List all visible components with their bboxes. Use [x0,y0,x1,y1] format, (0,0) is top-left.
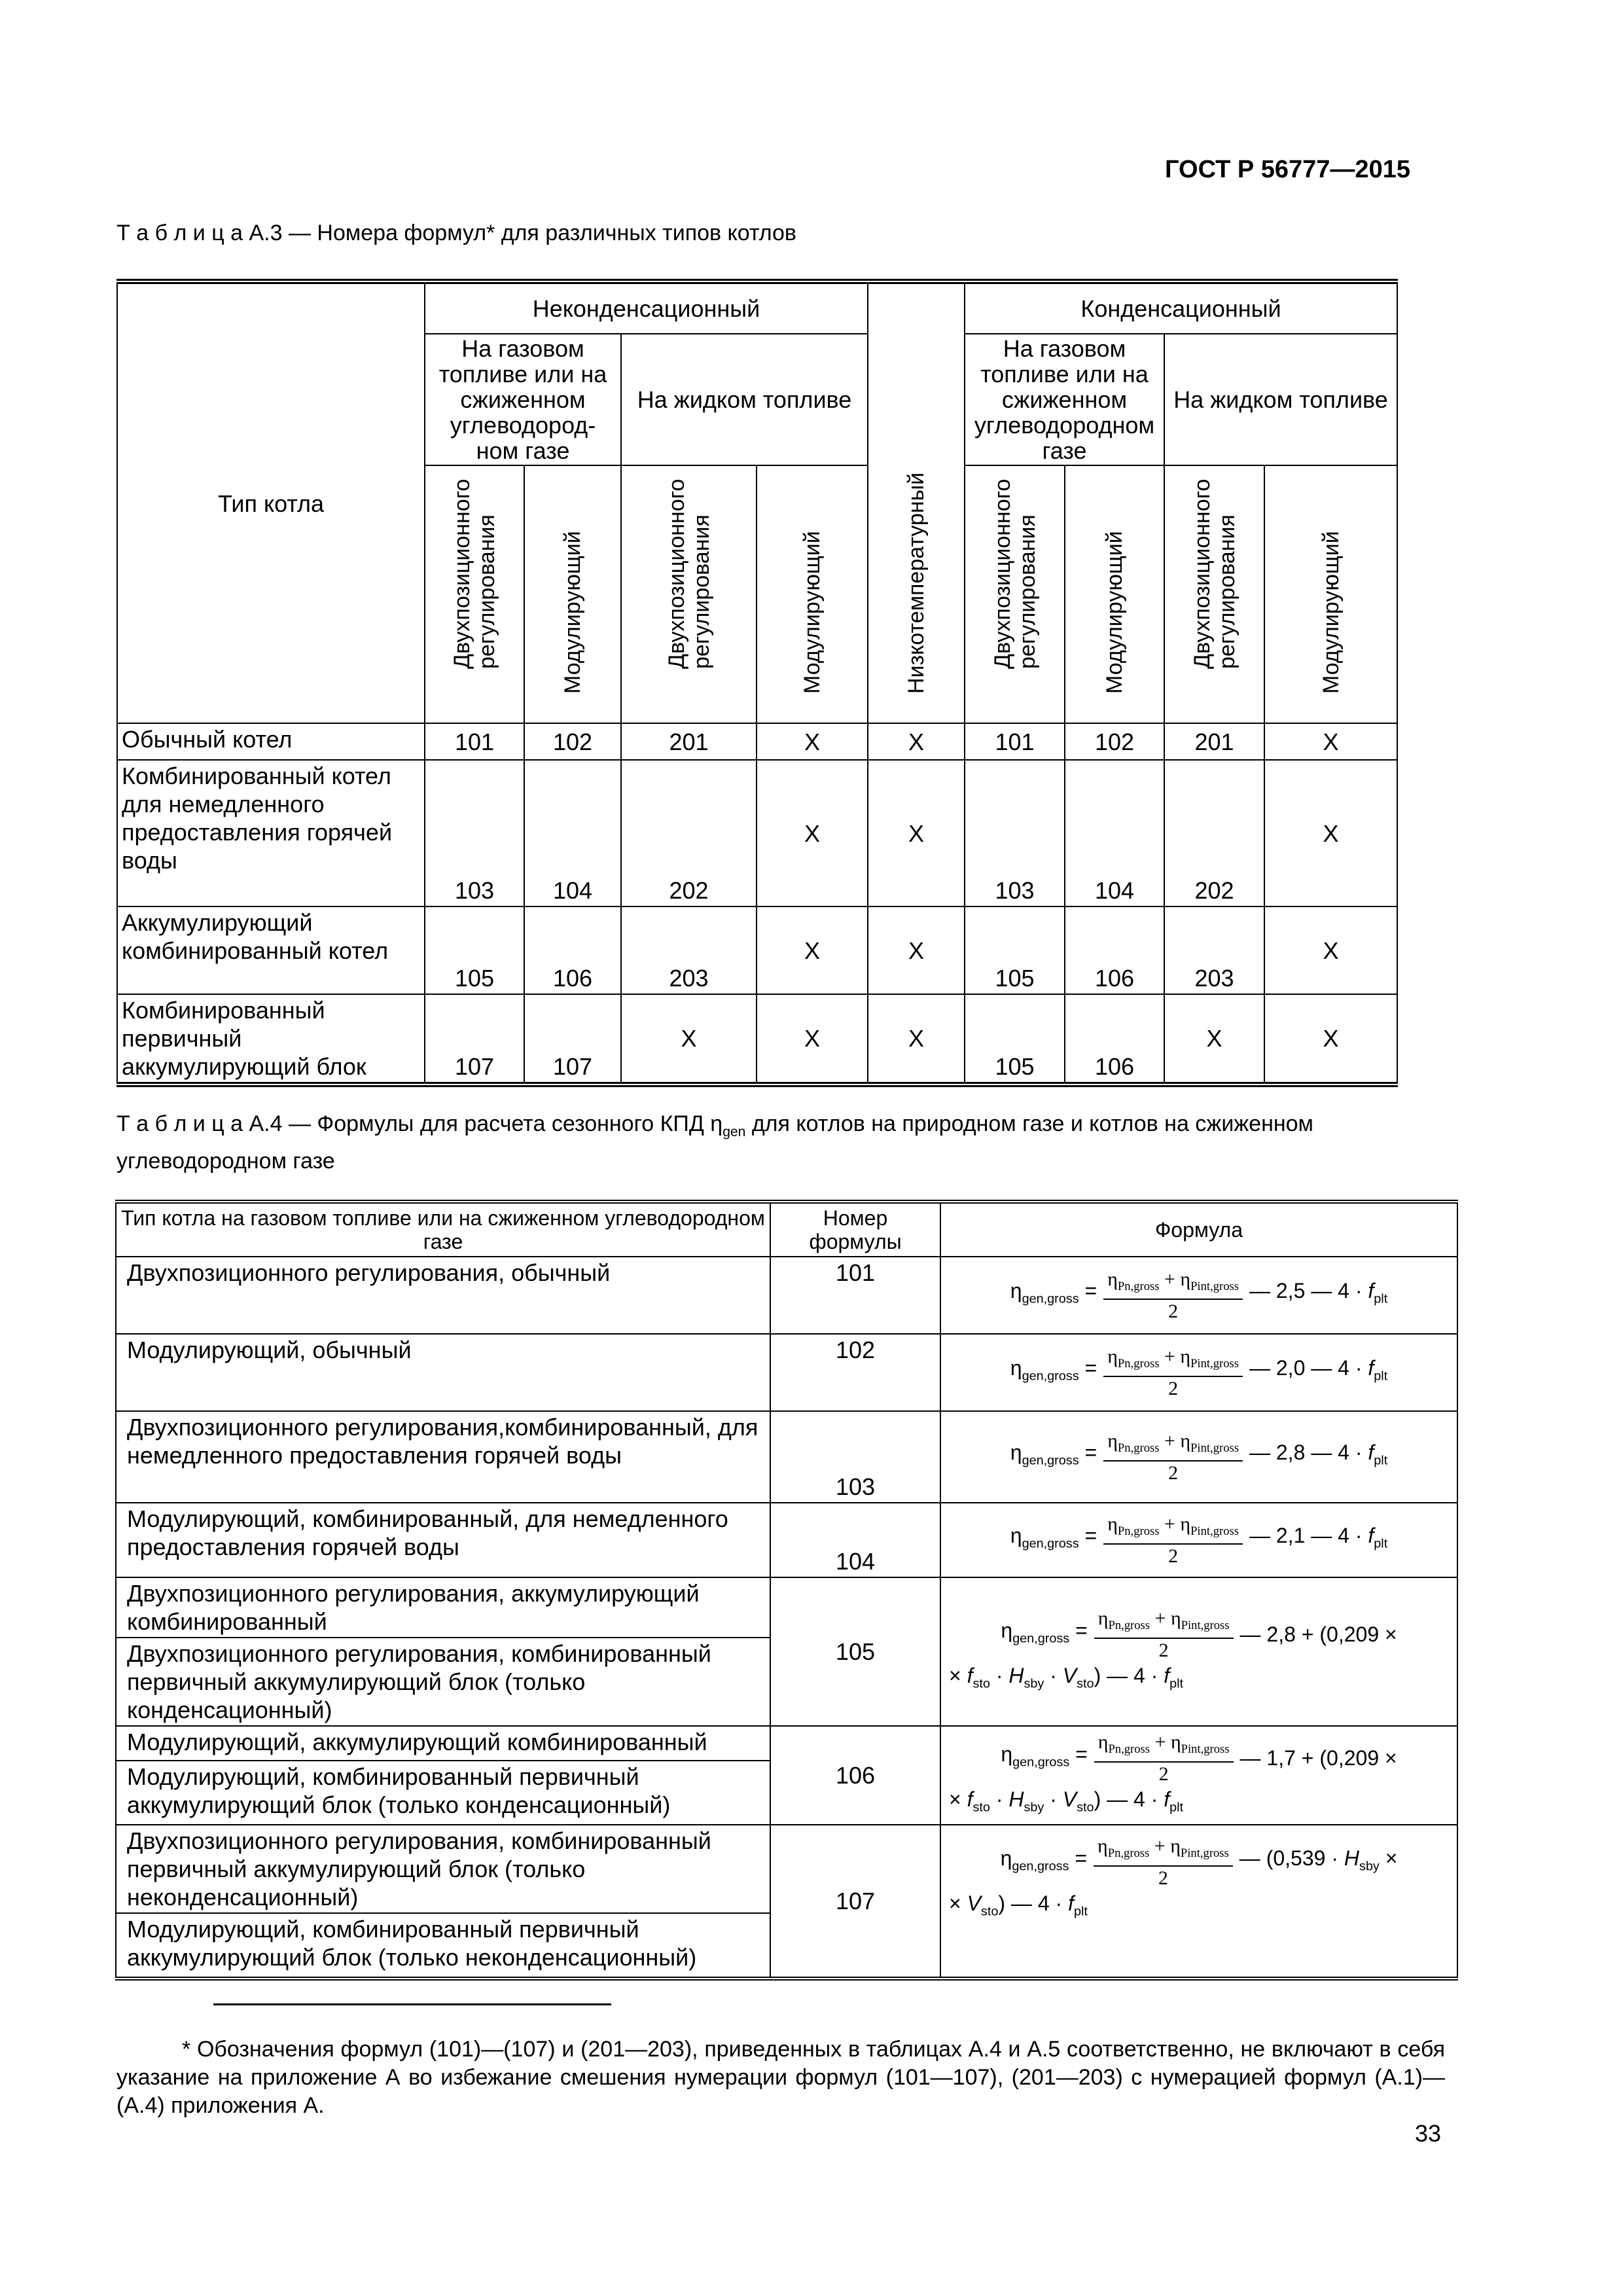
liquid-cond-header: На жидком топливе [1164,334,1397,465]
fraction: $\frac{\eta_{Pn,gross} + \eta_{Pint,gross}}{2}$ [1094,1835,1233,1890]
sub-header-cell [757,465,868,723]
sub-header-cell [621,465,757,723]
eta-lhs: $\eta_{gen,gross}$ = [1010,1356,1097,1384]
cell: X [621,994,757,1085]
modulating-label: Модулирующий [800,531,825,694]
boiler-type: Двухпозиционного регулирования,комбинированный, для немедленного предоставления горячей воды [116,1411,770,1503]
cell: 105 [965,906,1065,994]
cell: X [1264,760,1397,906]
eta-lhs: $\eta_{gen,gross}$ = [1010,1524,1097,1551]
cell: 107 [425,994,524,1085]
cell: 104 [1065,760,1164,906]
page-number: 33 [1415,2120,1442,2147]
row-name: Комбинированный котел для немедленного предоставления горячей воды [117,760,425,906]
table-a4-caption [116,1109,1445,1175]
gas-noncond-header: На газовом топливе или на сжиженном углеводород-ном газе [425,334,621,465]
fraction: $\frac{\eta_{Pn,gross} + \eta_{Pint,gross}}{2}$ [1103,1345,1243,1401]
noncond-header: Неконденсационный [425,281,868,334]
formula-cell [940,1411,1457,1503]
boiler-type: Модулирующий, аккумулирующий комбинированный [116,1726,770,1761]
formula-cell [940,1726,1457,1825]
cell: X [1264,994,1397,1085]
number-header: Номер формулы [770,1202,940,1257]
cell: X [757,994,868,1085]
formula [948,1268,1450,1323]
formula-cell [940,1257,1457,1334]
table-row [116,1257,1457,1334]
cell: 203 [1164,906,1264,994]
sub-header-cell [965,465,1065,723]
eta-lhs: $\eta_{gen,gross}$ = [1001,1742,1088,1770]
formula-tail: — 2,8 + (0,209 × [1240,1622,1397,1646]
cell: 103 [965,760,1065,906]
table-row [116,1503,1457,1577]
table-a3 [116,279,1398,1087]
liquid-noncond-header: На жидком топливе [621,334,868,465]
type-header: Тип котла на газовом топливе или на сжиженном углеводородном газе [116,1202,770,1257]
row-name: Обычный котел [117,723,425,760]
standard-code: ГОСТ Р 56777—2015 [1165,156,1410,183]
gas-cond-header: На газовом топливе или на сжиженном углеводородном газе [965,334,1164,465]
sub-header-cell [1164,465,1264,723]
table-row [117,994,1397,1085]
cell: X [868,760,965,906]
table-a4 [115,1200,1458,1981]
table-row [116,1825,1457,1913]
cell: X [1164,994,1264,1085]
cell: 104 [524,760,621,906]
cell: X [868,906,965,994]
caption-text-end: для котлов на природном газе и котлов на сжиженном углеводородном газе [116,1111,1313,1174]
modulating-label: Модулирующий [1102,531,1127,694]
two-pos-label: Двухпозиционного регулирования [450,478,499,669]
boiler-type: Двухпозиционного регулирования, обычный [116,1257,770,1334]
formula-tail: — 1,7 + (0,209 × [1240,1746,1397,1770]
cell: 201 [1164,723,1264,760]
table-row [116,1334,1457,1411]
formula [948,1345,1450,1401]
fraction: $\frac{\eta_{Pn,gross} + \eta_{Pint,gross}}{2}$ [1094,1731,1234,1786]
fraction: $\frac{\eta_{Pn,gross} + \eta_{Pint,gross}}{2}$ [1094,1607,1234,1662]
formula-cell [940,1503,1457,1577]
table-row [117,760,1397,906]
formula [948,1731,1450,1786]
cell: 106 [1065,906,1164,994]
formula-number: 101 [770,1257,940,1334]
sub-header-cell [1264,465,1397,723]
formula-continuation: × $V_{sto}$) — $4 \cdot f_{plt}$ [949,1892,1088,1919]
cell: X [757,760,868,906]
table-row [117,906,1397,994]
formula-cell [940,1334,1457,1411]
footnote-separator [213,2003,611,2005]
boiler-type: Модулирующий, комбинированный первичный аккумулирующий блок (только конденсационный) [116,1761,770,1825]
row-name: Аккумулирующий комбинированный котел [117,906,425,994]
table-row [117,723,1397,760]
boiler-type: Модулирующий, обычный [116,1334,770,1411]
formula-number: 105 [770,1577,940,1726]
cell: 101 [425,723,524,760]
lowtemp-header [868,281,965,723]
formula-cell [940,1825,1457,1979]
two-pos-label: Двухпозиционного регулирования [990,478,1040,669]
two-pos-label: Двухпозиционного регулирования [1189,478,1240,669]
table-row [116,1577,1457,1638]
eta-lhs: $\eta_{gen,gross}$ = [1001,1618,1088,1645]
boiler-type: Двухпозиционного регулирования, комбинированный первичный аккумулирующий блок (только неконденсационный) [116,1825,770,1913]
formula-number: 104 [770,1503,940,1577]
formula-continuation: × $f_{sto} \cdot H_{sby} \cdot V_{sto}$) — $4 \cdot f_{plt}$ [949,1663,1184,1691]
modulating-label: Модулирующий [560,531,585,694]
caption-sub: gen [722,1124,746,1139]
formula [948,1513,1450,1568]
cell: 103 [425,760,524,906]
row-name: Комбинированный первичный аккумулирующий блок [117,994,425,1085]
formula-tail: — 2,8 — $4 \cdot f_{plt}$ [1249,1441,1388,1468]
formula-number: 102 [770,1334,940,1411]
fraction: $\frac{\eta_{Pn,gross} + \eta_{Pint,gross}}{2}$ [1103,1429,1243,1485]
cell: X [1264,906,1397,994]
formula-tail: — 2,0 — $4 \cdot f_{plt}$ [1249,1356,1388,1384]
boiler-type: Двухпозиционного регулирования, аккумулирующий комбинированный [116,1577,770,1638]
cell: X [1264,723,1397,760]
cell: X [868,994,965,1085]
eta-lhs: $\eta_{gen,gross}$ = [1010,1441,1097,1468]
cell: 203 [621,906,757,994]
cell: 105 [425,906,524,994]
cell: 106 [1065,994,1164,1085]
formula [948,1429,1450,1485]
sub-header-cell [425,465,524,723]
formula-continuation: × $f_{sto} \cdot H_{sby} \cdot V_{sto}$) — $4 \cdot f_{plt}$ [949,1787,1184,1815]
table-a3-caption: Т а б л и ц а А.3 — Номера формул* для различных типов котлов [116,221,796,245]
sub-header-cell [1065,465,1164,723]
table-row [116,1411,1457,1503]
formula-tail: — 2,1 — $4 \cdot f_{plt}$ [1249,1524,1388,1551]
cell: 201 [621,723,757,760]
sub-header-cell [524,465,621,723]
formula-cell [940,1577,1457,1726]
modulating-label: Модулирующий [1318,531,1344,694]
formula-number: 107 [770,1825,940,1979]
eta-lhs: $\eta_{gen,gross}$ = [1010,1279,1097,1306]
cell: 107 [524,994,621,1085]
formula-tail: — ($0,539 \cdot H_{sby}$ × [1239,1846,1398,1874]
boiler-type: Модулирующий, комбинированный, для немедленного предоставления горячей воды [116,1503,770,1577]
table-row [116,1726,1457,1761]
formula-tail: — 2,5 — $4 \cdot f_{plt}$ [1249,1279,1388,1306]
cell: 106 [524,906,621,994]
cell: 202 [621,760,757,906]
formula-number: 106 [770,1726,940,1825]
caption-text: Т а б л и ц а А.4 — Формулы для расчета сезонного КПД η [116,1111,723,1136]
two-pos-label: Двухпозиционного регулирования [664,478,714,669]
eta-lhs: $\eta_{gen,gross}$ = [1000,1846,1088,1874]
formula-number: 103 [770,1411,940,1503]
cell: 105 [965,994,1065,1085]
cell: 202 [1164,760,1264,906]
footnote: * Обозначения формул (101)—(107) и (201—203), приведенных в таблицах А.4 и А.5 соответственно, не включают в себя указание на приложение А во избежание смешения нумерации формул (101—107), (201—203) с нумерацией формул (А.1)—(А.4) приложения А. [116,2037,1445,2118]
formula [948,1835,1450,1890]
col-type-header: Тип котла [117,281,425,723]
boiler-type: Двухпозиционного регулирования, комбинированный первичный аккумулирующий блок (только конденсационный) [116,1638,770,1726]
cell: X [868,723,965,760]
cell: X [757,906,868,994]
cell: 102 [1065,723,1164,760]
cond-header: Конденсационный [965,281,1397,334]
fraction: $\frac{\eta_{Pn,gross} + \eta_{Pint,gross}}{2}$ [1103,1268,1243,1323]
fraction: $\frac{\eta_{Pn,gross} + \eta_{Pint,gross}}{2}$ [1103,1513,1243,1568]
cell: X [757,723,868,760]
cell: 101 [965,723,1065,760]
lowtemp-label: Низкотемпературный [904,472,929,694]
cell: 102 [524,723,621,760]
formula-header: Формула [940,1202,1457,1257]
boiler-type: Модулирующий, комбинированный первичный аккумулирующий блок (только неконденсационный) [116,1913,770,1979]
formula [948,1607,1450,1662]
